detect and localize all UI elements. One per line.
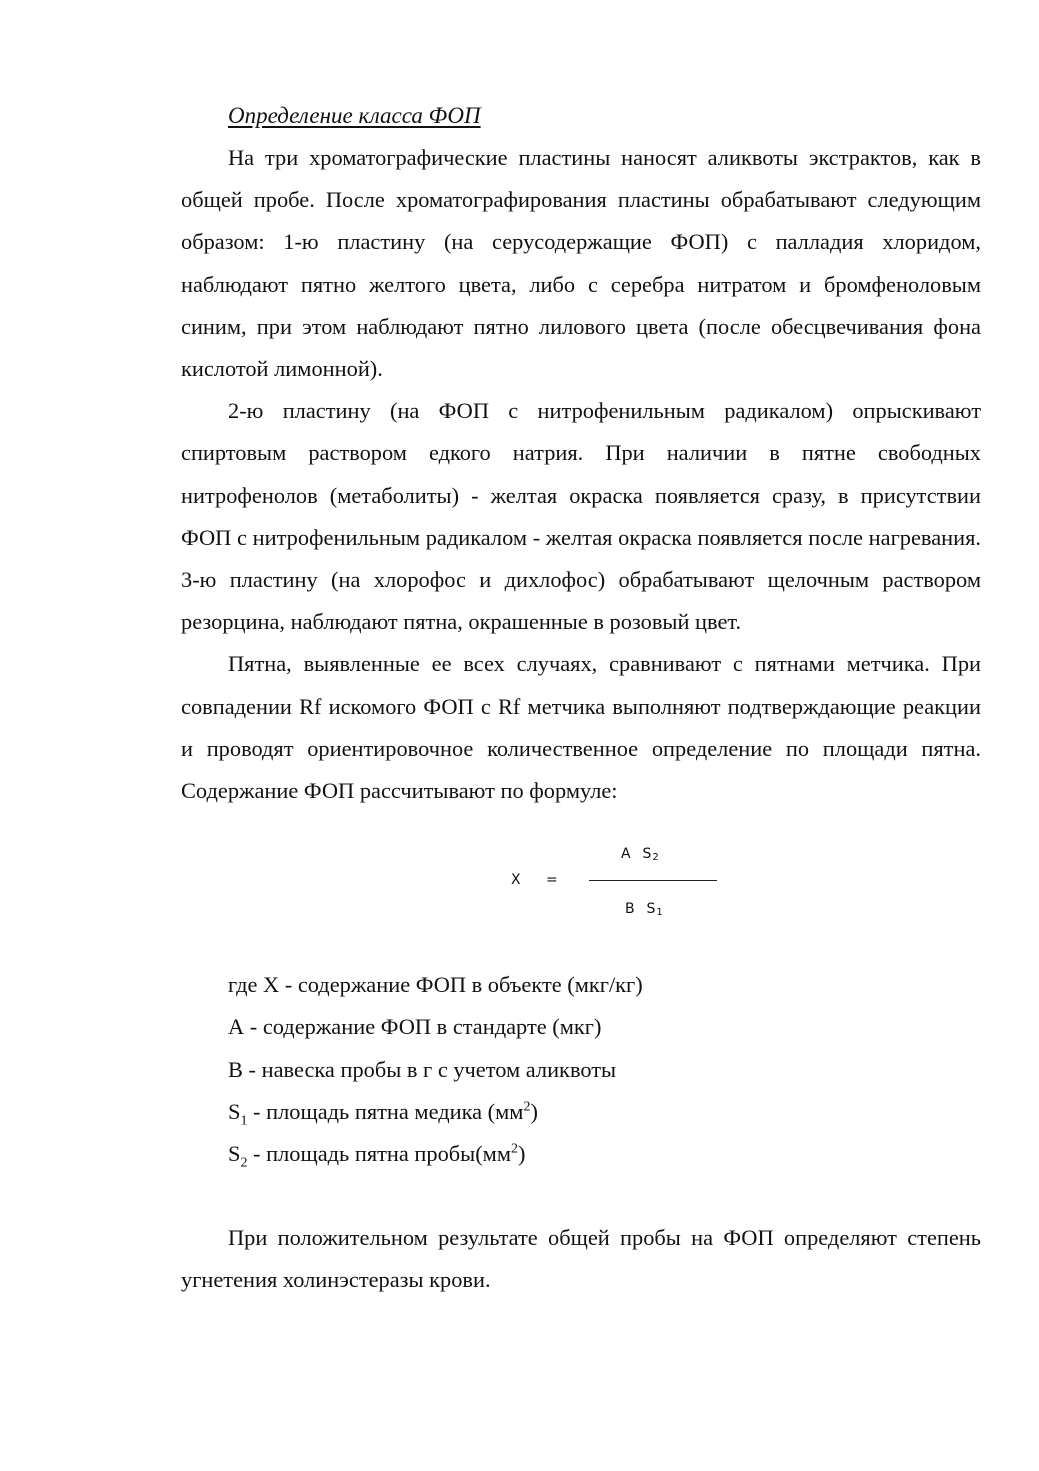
formula	[181, 812, 981, 964]
s2-text: - площадь пятна пробы(мм	[247, 1141, 512, 1167]
legend-x: где X - содержание ФОП в объекте (мкг/кг)	[228, 972, 643, 998]
s1-text: - площадь пятна медика (мм	[247, 1098, 524, 1124]
denominator-sub: 1	[656, 907, 664, 919]
s2-close: )	[518, 1141, 526, 1167]
s2-subscript: 2	[240, 1155, 248, 1171]
denominator-b: B	[625, 901, 636, 918]
fraction-bar	[589, 880, 717, 881]
paragraph-plates-2-3: 2-ю пластину (на ФОП с нитрофенильным радикалом) опрыскивают спиртовым раствором едкого натрия. При наличии в пятне свободных нитрофенолов (метаболиты) - желтая окраска появляется сразу, в присутствии ФОП с нитрофенильным радикалом - желтая окраска появляется после нагревания. 3-ю пластину (на хлорофос и дихлофос) обрабатывают щелочным раствором резорцина, наблюдают пятна, окрашенные в розовый цвет.	[181, 398, 981, 635]
formula-legend	[228, 964, 981, 1175]
s1-symbol: S	[228, 1098, 241, 1124]
legend-b: В - навеска пробы в г с учетом аликвоты	[228, 1056, 617, 1082]
numerator-a: A	[621, 846, 632, 863]
section-heading: Определение класса ФОП	[228, 103, 481, 128]
paragraph-comparison: Пятна, выявленные ее всех случаях, сравнивают с пятнами метчика. При совпадении Rf искомого ФОП с Rf метчика выполняют подтверждающие реакции и проводят ориентировочное количественное определение по площади пятна. Содержание ФОП рассчитывают по формуле:	[181, 651, 981, 804]
document-page	[181, 95, 981, 1302]
formula-denominator	[625, 901, 664, 917]
legend-a: А - содержание ФОП в стандарте (мкг)	[228, 1014, 602, 1040]
denominator-s: S	[646, 901, 657, 918]
numerator-s: S	[642, 846, 653, 863]
formula-numerator	[621, 846, 660, 862]
numerator-sub: 2	[652, 852, 660, 864]
s1-close: )	[530, 1098, 538, 1124]
legend-s1	[228, 1091, 981, 1133]
paragraph-plate-1: На три хроматографические пластины наносят аликвоты экстрактов, как в общей пробе. После хроматографирования пластины обрабатывают следующим образом: 1-ю пластину (на серусодержащие ФОП) с палладия хлоридом, наблюдают пятно желтого цвета, либо с серебра нитратом и бромфеноловым синим, при этом наблюдают пятно лилового цвета (после обесцвечивания фона кислотой лимонной).	[181, 145, 981, 382]
formula-equals: =	[546, 872, 558, 889]
s2-superscript: 2	[511, 1141, 519, 1157]
s2-symbol: S	[228, 1141, 241, 1167]
legend-s2	[228, 1133, 981, 1175]
paragraph-cholinesterase: При положительном результате общей пробы на ФОП определяют степень угнетения холинэстеразы крови.	[181, 1225, 981, 1293]
spacer	[181, 1175, 981, 1217]
s1-superscript: 2	[523, 1099, 531, 1115]
s1-subscript: 1	[240, 1113, 248, 1129]
formula-lhs: X	[511, 872, 521, 889]
